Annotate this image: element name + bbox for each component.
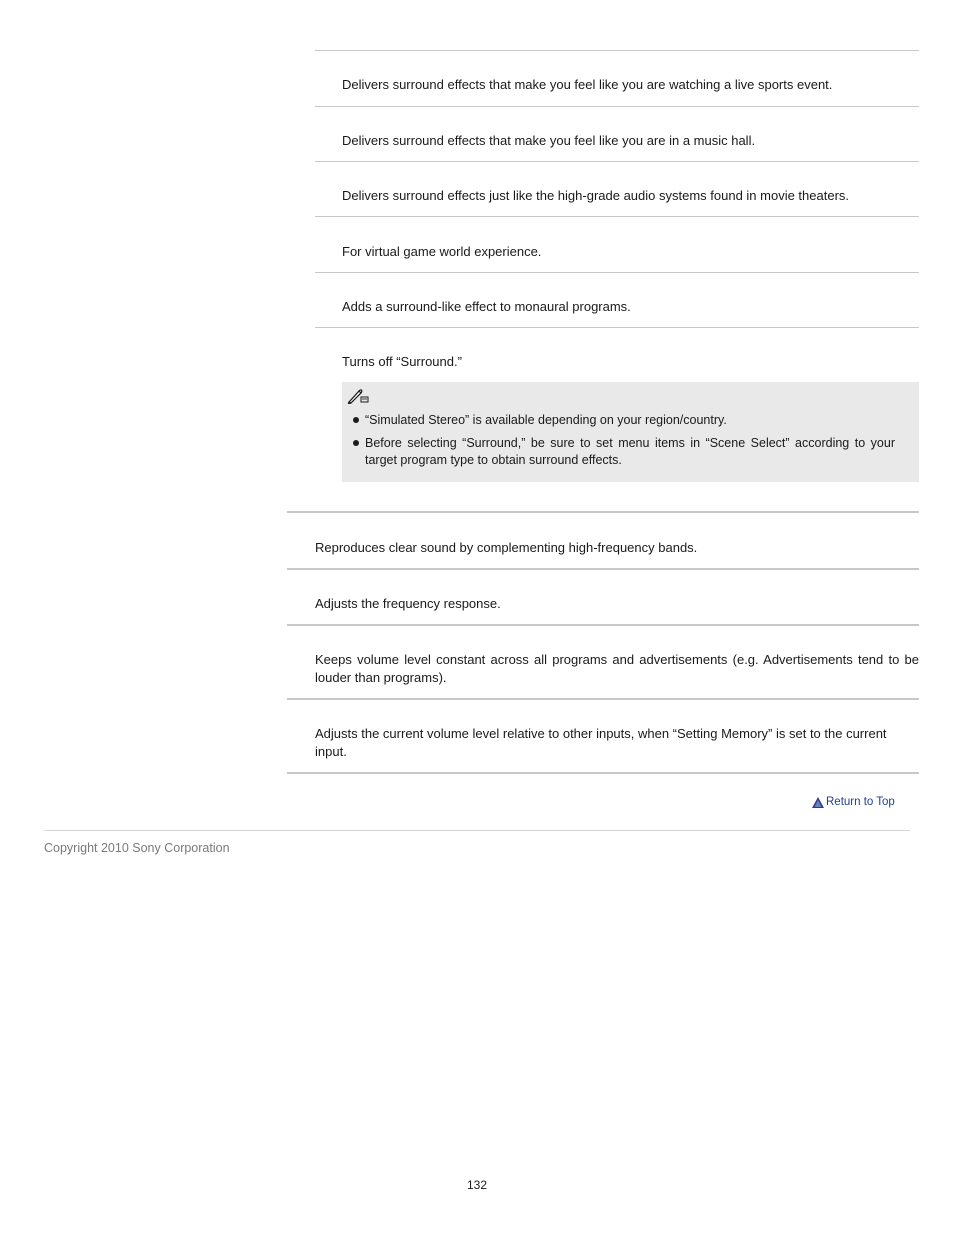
divider [287, 624, 919, 626]
divider [287, 772, 919, 774]
bullet-icon [353, 417, 359, 423]
page-number: 132 [466, 1178, 488, 1192]
setting-description: Reproduces clear sound by complementing high-frequency bands. [315, 540, 698, 555]
divider [287, 698, 919, 700]
up-triangle-icon [812, 797, 824, 808]
note-item: “Simulated Stereo” is available depending on your region/country. [365, 413, 727, 427]
divider [287, 511, 919, 513]
divider [315, 161, 919, 162]
surround-option-description: Turns off “Surround.” [342, 354, 462, 369]
pencil-note-icon [347, 388, 369, 404]
return-to-top-label[interactable]: Return to Top [826, 796, 895, 808]
surround-option-description: Delivers surround effects just like the high-grade audio systems found in movie theaters. [342, 188, 850, 203]
note-box [342, 382, 919, 482]
surround-option-description: Delivers surround effects that make you feel like you are in a music hall. [342, 133, 756, 148]
setting-description: Adjusts the current volume level relative to other inputs, when “Setting Memory” is set to the current input. [315, 726, 887, 759]
divider [315, 327, 919, 328]
note-item: Before selecting “Surround,” be sure to set menu items in “Scene Select” according to your target program type to obtain surround effects. [365, 436, 895, 467]
divider [315, 50, 919, 51]
setting-description: Keeps volume level constant across all programs and advertisements (e.g. Advertisements tend to be louder than programs). [315, 652, 919, 685]
surround-option-description: Delivers surround effects that make you feel like you are watching a live sports event. [342, 77, 833, 92]
footer-divider [44, 830, 910, 831]
divider [315, 272, 919, 273]
copyright-text: Copyright 2010 Sony Corporation [44, 841, 230, 855]
divider [315, 106, 919, 107]
return-to-top-link[interactable] [812, 795, 895, 809]
divider [315, 216, 919, 217]
divider [287, 568, 919, 570]
setting-description: Adjusts the frequency response. [315, 596, 501, 611]
surround-option-description: Adds a surround-like effect to monaural programs. [342, 299, 631, 314]
bullet-icon [353, 440, 359, 446]
surround-option-description: For virtual game world experience. [342, 244, 542, 259]
